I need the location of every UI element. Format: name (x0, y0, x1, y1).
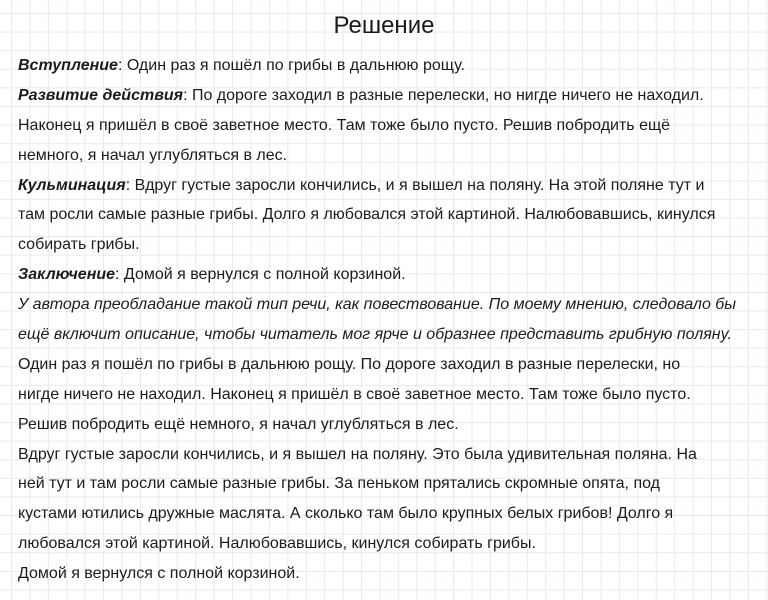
page-title: Решение (333, 12, 435, 39)
commentary-line: У автора преобладание такой тип речи, как повествование. По моему мнению, следовало бы (18, 296, 737, 314)
plan-intro-label: Вступление (18, 57, 118, 74)
plan-climax-line: там росли самые разные грибы. Долго я любовался этой картиной. Налюбовавшись, кинулся (18, 206, 716, 224)
label-separator: : (125, 176, 135, 194)
plan-climax-line: собирать грибы. (18, 236, 140, 254)
label-separator: : (117, 57, 127, 74)
plan-climax (18, 171, 758, 201)
plan-development-text: По дороге заходил в разные перелески, но нигде ничего не находил. (191, 86, 704, 104)
label-separator: : (115, 266, 124, 284)
plan-development-label: Развитие действия (18, 86, 184, 104)
rewritten-text-line: ней тут и там росли самые разные грибы. За пеньком прятались скромные опята, под (18, 475, 660, 493)
rewritten-text-line: Один раз я пошёл по грибы в дальнюю рощу. По дороге заходил в разные перелески, но (18, 355, 681, 373)
plan-climax-text: Вдруг густые заросли кончились, и я вышел на поляну. На этой поляне тут и (134, 176, 705, 194)
plan-intro (18, 51, 758, 81)
plan-climax-label: Кульминация (18, 176, 126, 194)
plan-conclusion (18, 260, 758, 290)
rewritten-text-line: Решив побродить ещё немного, я начал углубляться в лес. (18, 415, 459, 433)
plan-conclusion-text: Домой я вернулся с полной корзиной. (123, 266, 406, 284)
label-separator: : (183, 86, 192, 104)
rewritten-text-line: Домой я вернулся с полной корзиной. (18, 565, 300, 583)
rewritten-text-line: любовался этой картиной. Налюбовавшись, кинулся собирать грибы. (18, 535, 536, 553)
plan-conclusion-label: Заключение (18, 266, 116, 284)
rewritten-text-line: Вдруг густые заросли кончились, и я вышел на поляну. Это была удивительная поляна. На (18, 445, 697, 463)
solution-content (18, 51, 758, 589)
rewritten-text-line: кустами ютились дружные маслята. А сколько там было крупных белых грибов! Долго я (18, 505, 674, 523)
plan-development-line: Наконец я пришёл в своё заветное место. Там тоже было пусто. Решив побродить ещё (18, 116, 671, 134)
plan-intro-text: Один раз я пошёл по грибы в дальнюю рощу. (126, 57, 465, 74)
rewritten-text-line: нигде ничего не находил. Наконец я пришёл в своё заветное место. Там тоже было пусто. (18, 385, 691, 403)
commentary-line: ещё включит описание, чтобы читатель мог ярче и образнее представить грибную поляну. (18, 326, 732, 344)
plan-development-line: немного, я начал углубляться в лес. (18, 146, 288, 164)
plan-development (18, 81, 758, 111)
